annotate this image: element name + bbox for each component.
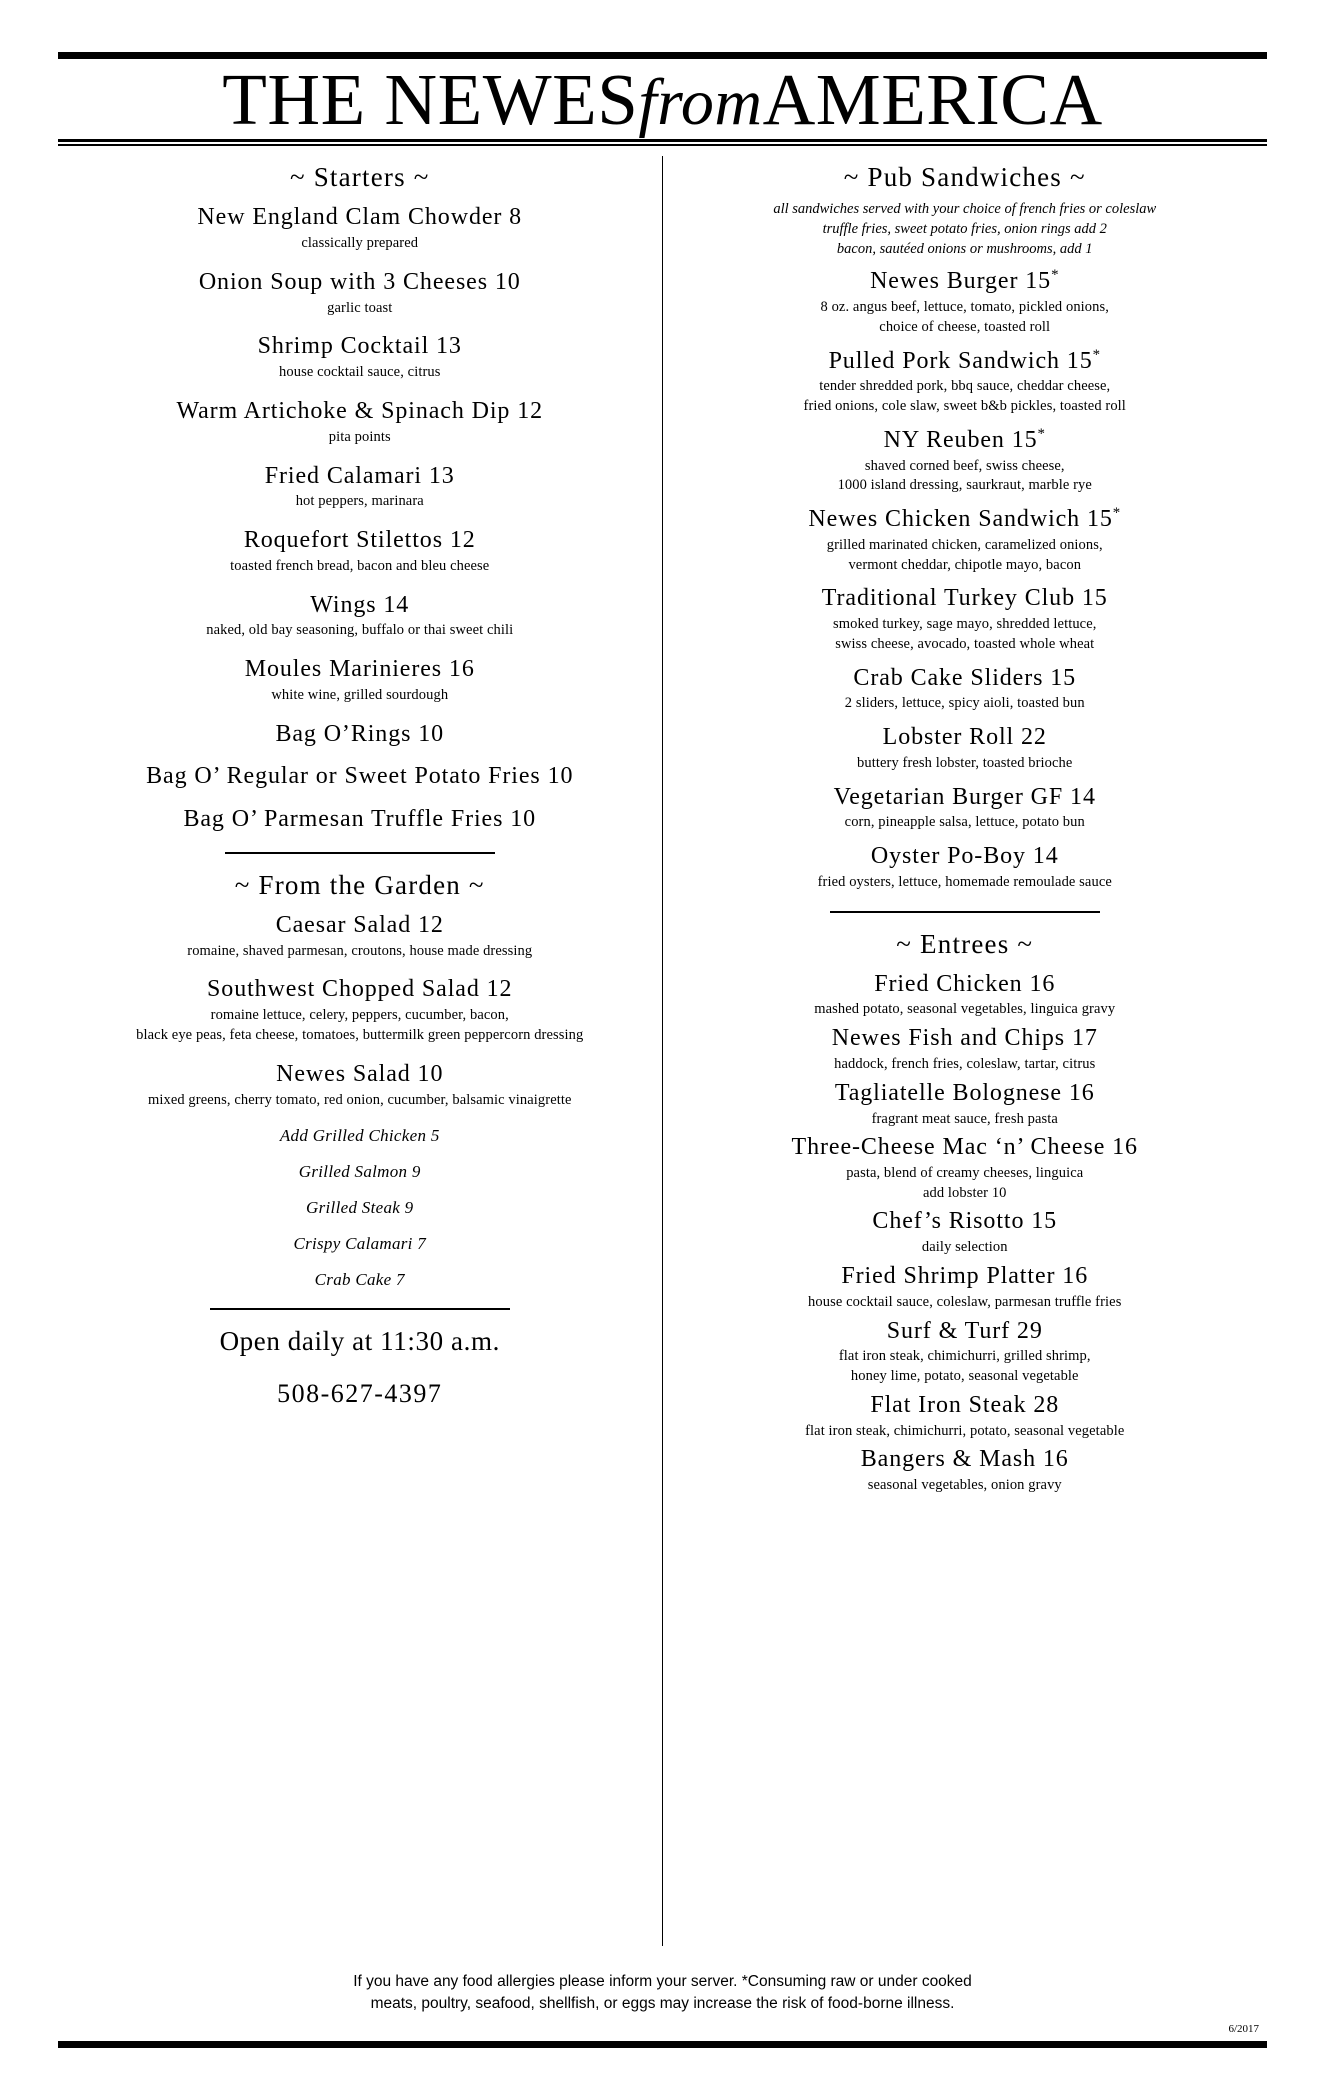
menu-item-name: Three-Cheese Mac ‘n’ Cheese 16	[791, 1134, 1138, 1161]
menu-item-name: Traditional Turkey Club 15	[821, 585, 1108, 612]
menu-item-name: Roquefort Stilettos 12	[243, 527, 476, 554]
hours-text: Open daily at 11:30 a.m.	[219, 1326, 500, 1357]
phone-number[interactable]: 508-627-4397	[277, 1379, 443, 1409]
raw-food-asterisk: *	[1051, 267, 1060, 284]
menu-item-description: romaine lettuce, celery, peppers, cucumber, bacon, black eye peas, feta cheese, tomatoes, buttermilk green peppercorn dressing	[136, 1007, 584, 1043]
menu-item-description: white wine, grilled sourdough	[271, 686, 449, 703]
menu-item-name: Wings 14	[310, 591, 410, 618]
menu-item-description: flat iron steak, chimichurri, grilled shrimp, honey lime, potato, seasonal vegetable	[838, 1348, 1091, 1385]
menu-item-description: corn, pineapple salsa, lettuce, potato bun	[844, 814, 1085, 831]
menu-item-description: smoked turkey, sage mayo, shredded lettuce, swiss cheese, avocado, toasted whole wheat	[833, 616, 1097, 652]
section-title-entrees: ~ Entrees ~	[896, 928, 1034, 959]
salad-addon: Crispy Calamari 7	[293, 1234, 427, 1254]
menu-item-name: Oyster Po-Boy 14	[870, 843, 1059, 870]
menu-item	[72, 805, 648, 834]
menu-item	[677, 1207, 1254, 1258]
divider-sandwiches-entrees	[830, 911, 1100, 913]
left-column	[58, 156, 663, 1946]
menu-item-description: flat iron steak, chimichurri, potato, seasonal vegetable	[805, 1422, 1125, 1439]
right-column	[663, 156, 1268, 1946]
masthead-title	[58, 59, 1267, 139]
menu-item-name: Fried Chicken 16	[874, 970, 1056, 997]
menu-item-name: NY Reuben 15*	[883, 425, 1046, 453]
menu-item-name: Shrimp Cocktail 13	[257, 333, 462, 360]
menu-item-description: 8 oz. angus beef, lettuce, tomato, pickled onions, choice of cheese, toasted roll	[820, 299, 1109, 335]
menu-item	[72, 1060, 648, 1111]
salad-addon: Grilled Steak 9	[306, 1198, 414, 1218]
menu-item	[677, 783, 1254, 834]
menu-item-name: Lobster Roll 22	[882, 724, 1047, 751]
menu-item-description: mashed potato, seasonal vegetables, linguica gravy	[814, 1001, 1116, 1018]
menu-item-description: seasonal vegetables, onion gravy	[867, 1477, 1062, 1494]
section-title-sandwiches: ~ Pub Sandwiches ~	[843, 162, 1086, 193]
menu-item	[72, 462, 648, 513]
menu-item-name: Newes Burger 15*	[870, 267, 1060, 295]
menu-item-name: Fried Shrimp Platter 16	[841, 1262, 1089, 1289]
menu-item-name: Southwest Chopped Salad 12	[207, 976, 513, 1003]
menu-item	[72, 975, 648, 1045]
salad-addon: Grilled Salmon 9	[298, 1162, 421, 1182]
menu-item-description: naked, old bay seasoning, buffalo or thai sweet chili	[206, 622, 514, 639]
menu-item	[677, 426, 1254, 496]
menu-item-name: Caesar Salad 12	[275, 911, 444, 938]
menu-item	[677, 267, 1254, 337]
menu-item-description: toasted french bread, bacon and bleu cheese	[230, 557, 490, 574]
menu-item	[677, 584, 1254, 654]
menu-item	[677, 723, 1254, 774]
menu-item-name: Fried Calamari 13	[264, 462, 455, 489]
menu-item-name: Vegetarian Burger GF 14	[833, 783, 1096, 810]
menu-item-name: Chef’s Risotto 15	[872, 1208, 1058, 1235]
menu-columns	[58, 156, 1267, 1946]
menu-item-name: Bag O’ Regular or Sweet Potato Fries 10	[146, 763, 574, 790]
menu-item	[72, 911, 648, 962]
menu-item-description: shaved corned beef, swiss cheese, 1000 island dressing, saurkraut, marble rye	[837, 457, 1092, 494]
masthead-part-1: THE NEWES	[222, 59, 639, 140]
menu-item	[677, 1445, 1254, 1496]
menu-item	[677, 1024, 1254, 1075]
menu-item-name: Bag O’Rings 10	[275, 720, 445, 747]
menu-item-name: Tagliatelle Bolognese 16	[834, 1079, 1095, 1106]
footer-rule	[58, 2041, 1267, 2048]
masthead-part-3: AMERICA	[762, 59, 1103, 140]
allergy-notice: If you have any food allergies please inform your server. *Consuming raw or under cooked meats, poultry, seafood, shellfish, or eggs may increase the risk of food-borne illness.	[353, 1973, 972, 2012]
menu-item	[677, 970, 1254, 1021]
menu-item	[677, 1391, 1254, 1442]
menu-item	[677, 505, 1254, 575]
sandwiches-note: all sandwiches served with your choice of french fries or coleslaw truffle fries, sweet potato fries, onion rings add 2 bacon, sautéed onions or mushrooms, add 1	[773, 201, 1157, 258]
masthead-part-2: from	[638, 66, 763, 139]
menu-item-description: buttery fresh lobster, toasted brioche	[857, 754, 1073, 771]
menu-item-description: daily selection	[921, 1239, 1008, 1256]
menu-item-description: mixed greens, cherry tomato, red onion, cucumber, balsamic vinaigrette	[147, 1091, 572, 1108]
menu-item	[677, 1079, 1254, 1130]
menu-item-description: 2 sliders, lettuce, spicy aioli, toasted bun	[844, 695, 1085, 712]
menu-item-name: Newes Fish and Chips 17	[831, 1025, 1098, 1052]
menu-item-description: grilled marinated chicken, caramelized onions, vermont cheddar, chipotle mayo, bacon	[826, 536, 1103, 573]
menu-item-description: pita points	[328, 428, 391, 445]
menu-item-description: garlic toast	[327, 299, 393, 316]
header-bottom-rule-2	[58, 144, 1267, 146]
garden-list	[72, 911, 648, 1110]
menu-item-description: classically prepared	[301, 235, 419, 252]
menu-item	[72, 720, 648, 749]
menu-item-description: house cocktail sauce, citrus	[279, 364, 441, 381]
menu-item-name: Bag O’ Parmesan Truffle Fries 10	[183, 806, 537, 833]
divider-starters-garden	[225, 852, 495, 854]
menu-item-name: Moules Marinieres 16	[244, 656, 475, 683]
menu-item-name: Onion Soup with 3 Cheeses 10	[198, 268, 521, 295]
salad-addon: Crab Cake 7	[314, 1270, 405, 1290]
menu-item-name: Newes Salad 10	[276, 1060, 444, 1087]
menu-item	[677, 1317, 1254, 1387]
raw-food-asterisk: *	[1112, 505, 1122, 522]
menu-item-description: hot peppers, marinara	[295, 493, 424, 510]
menu-item-name: New England Clam Chowder 8	[197, 204, 523, 231]
menu-item	[72, 203, 648, 254]
menu-item-name: Flat Iron Steak 28	[870, 1391, 1060, 1418]
menu-item-description: tender shredded pork, bbq sauce, cheddar cheese, fried onions, cole slaw, sweet b&b pickles, toasted roll	[803, 378, 1126, 415]
salad-addon: Add Grilled Chicken 5	[279, 1126, 440, 1146]
menu-item-description: pasta, blend of creamy cheeses, linguica add lobster 10	[846, 1165, 1084, 1201]
section-title-starters: ~ Starters ~	[289, 162, 430, 193]
menu-item	[72, 397, 648, 448]
datestamp: 6/2017	[1228, 2023, 1259, 2035]
header-top-rule	[58, 52, 1267, 59]
menu-item	[677, 347, 1254, 417]
page-footer	[58, 1965, 1267, 2048]
raw-food-asterisk: *	[1037, 425, 1046, 442]
menu-item-description: romaine, shaved parmesan, croutons, house made dressing	[187, 942, 533, 959]
menu-item-name: Crab Cake Sliders 15	[853, 664, 1077, 691]
menu-page	[0, 52, 1325, 2100]
sandwiches-list	[677, 267, 1254, 892]
menu-item	[72, 526, 648, 577]
menu-item	[72, 762, 648, 791]
menu-item-description: fragrant meat sauce, fresh pasta	[871, 1110, 1058, 1127]
section-title-garden: ~ From the Garden ~	[234, 869, 485, 900]
starters-list	[72, 203, 648, 834]
menu-item	[72, 591, 648, 642]
menu-item-name: Pulled Pork Sandwich 15*	[828, 346, 1101, 374]
menu-item	[72, 268, 648, 319]
menu-item-description: house cocktail sauce, coleslaw, parmesan truffle fries	[808, 1293, 1122, 1310]
garden-addons	[72, 1126, 648, 1290]
menu-item	[677, 1262, 1254, 1313]
menu-item	[677, 842, 1254, 893]
menu-item-name: Bangers & Mash 16	[860, 1446, 1069, 1473]
menu-item	[677, 664, 1254, 715]
menu-item-name: Warm Artichoke & Spinach Dip 12	[176, 398, 544, 424]
entrees-list	[677, 970, 1254, 1496]
menu-item-name: Surf & Turf 29	[886, 1317, 1043, 1344]
menu-item	[72, 332, 648, 383]
menu-item	[72, 655, 648, 706]
raw-food-asterisk: *	[1092, 346, 1101, 363]
divider-garden-hours	[210, 1308, 510, 1310]
menu-item	[677, 1133, 1254, 1203]
menu-item-description: fried oysters, lettuce, homemade remoulade sauce	[817, 873, 1112, 890]
menu-item-description: haddock, french fries, coleslaw, tartar, citrus	[834, 1056, 1096, 1072]
menu-item-name: Newes Chicken Sandwich 15*	[808, 505, 1122, 533]
